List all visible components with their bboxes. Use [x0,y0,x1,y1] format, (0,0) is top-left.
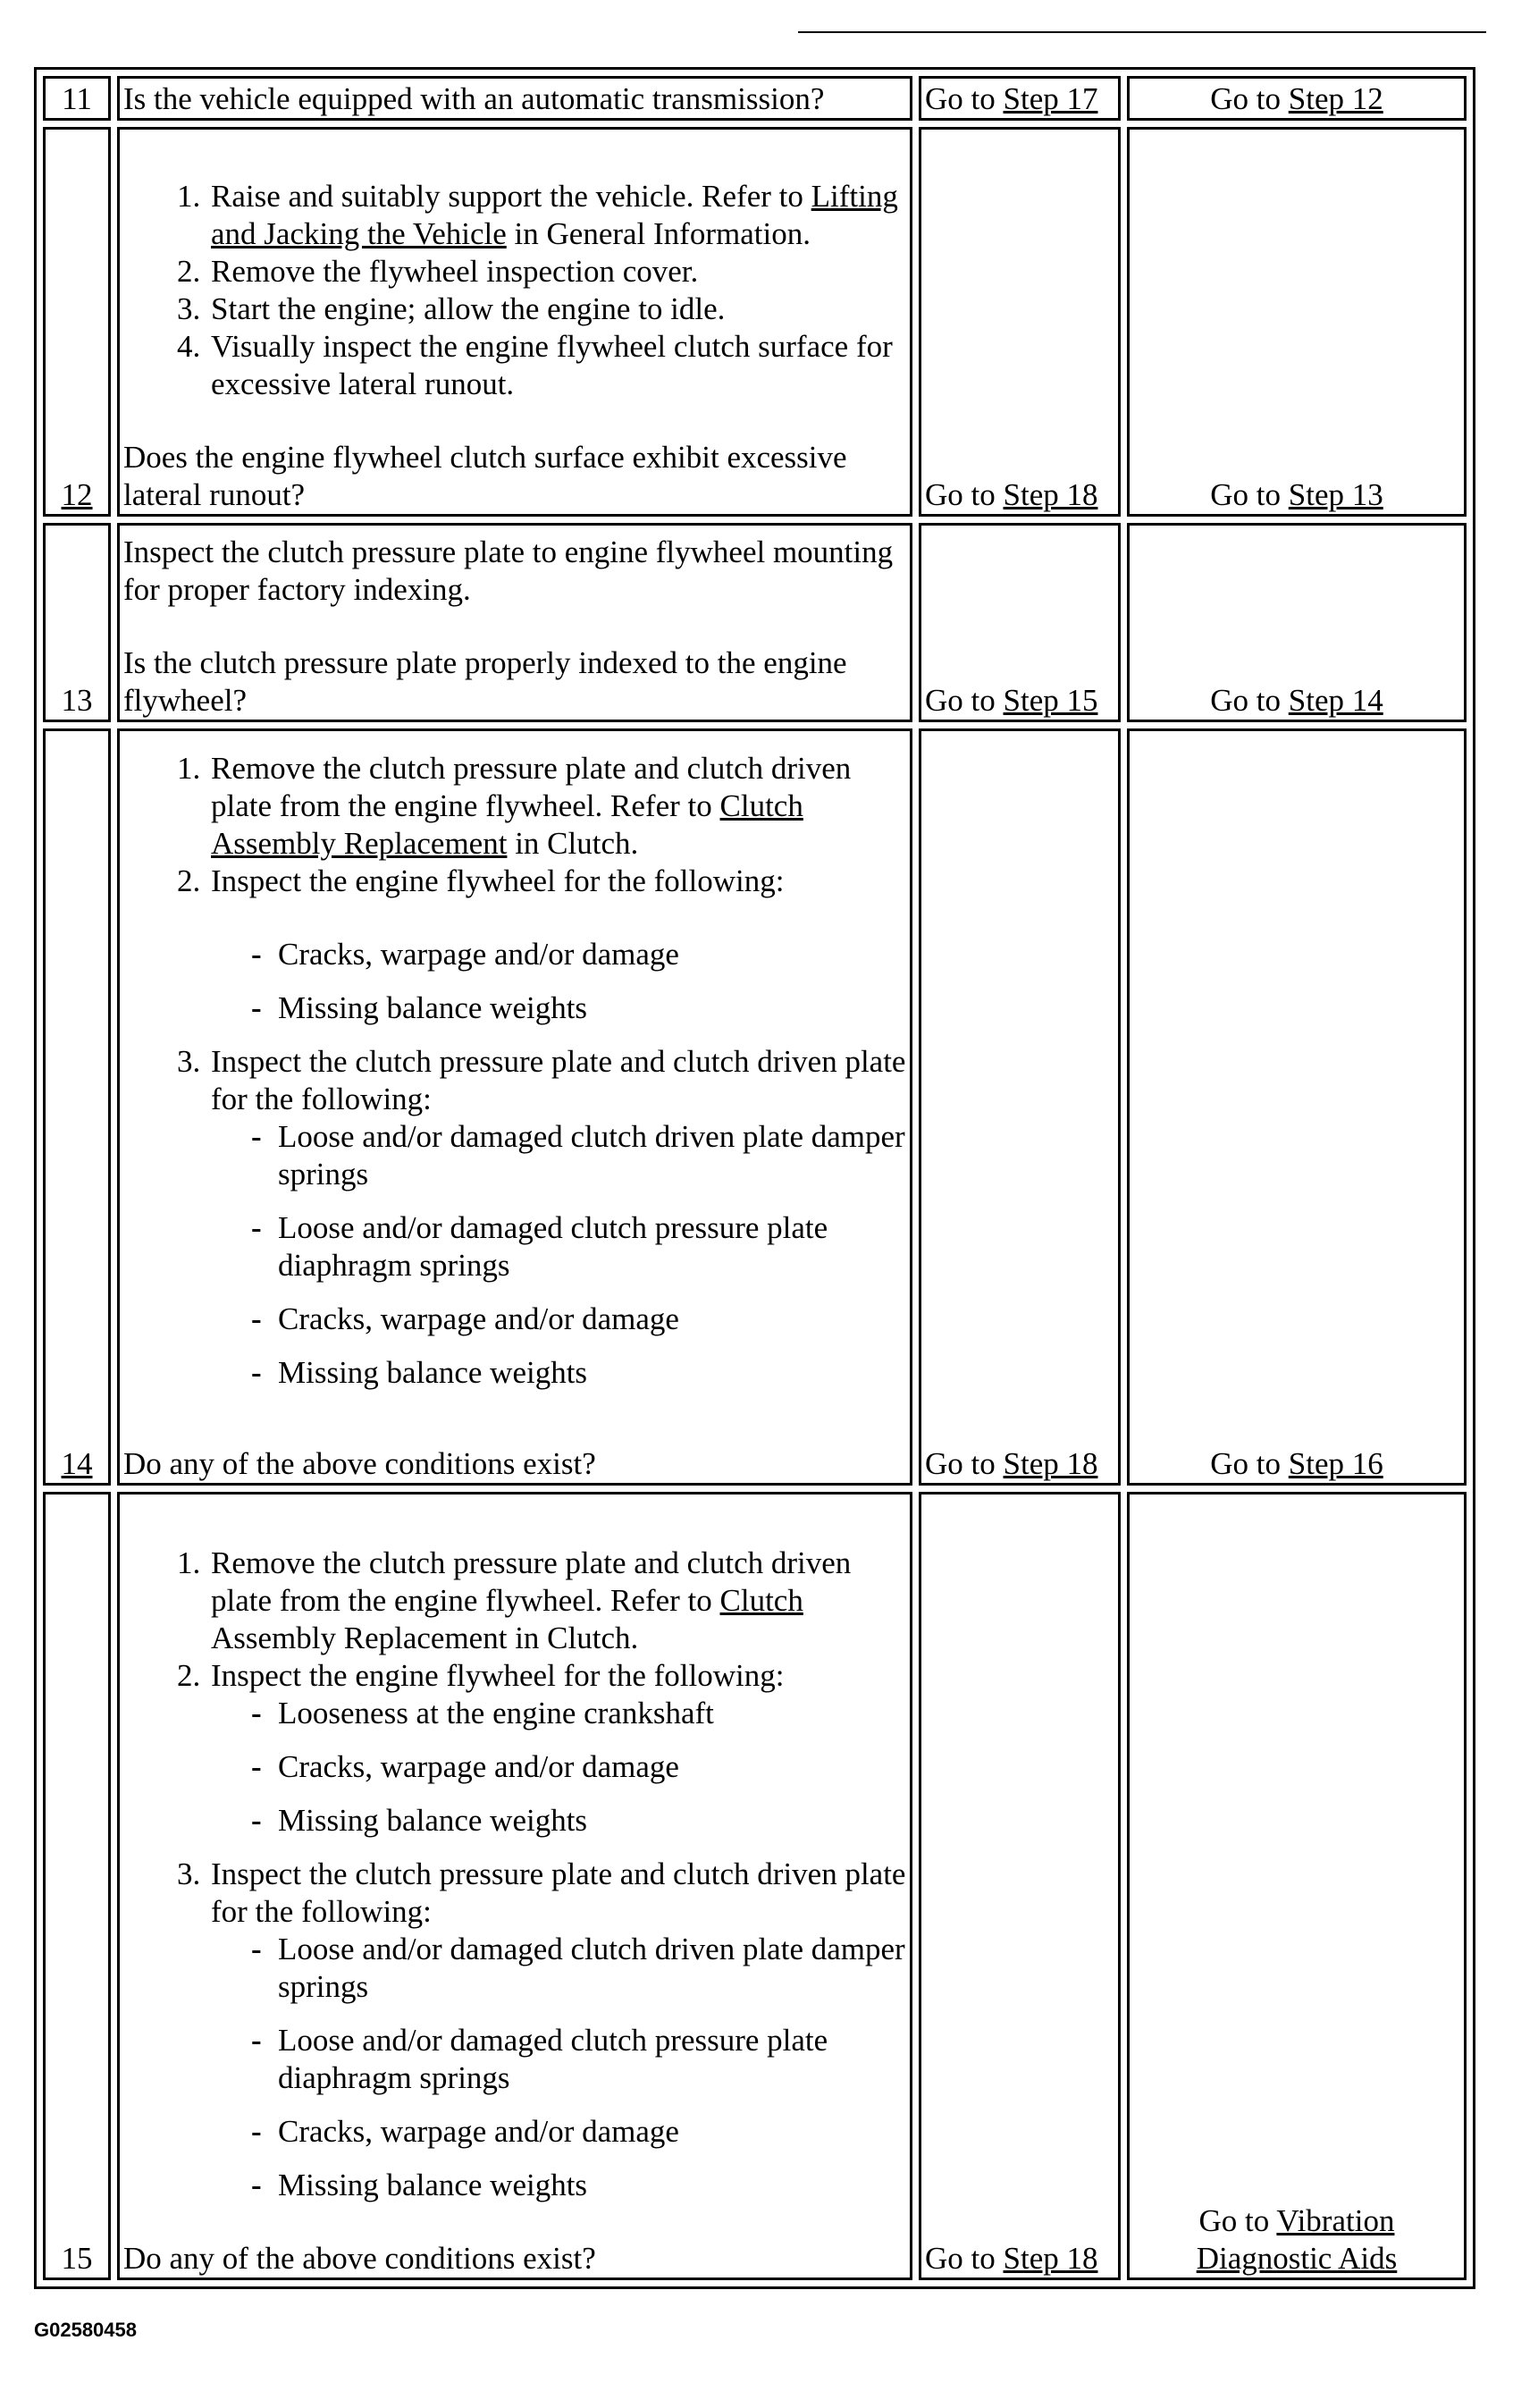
sub-item: - Loose and/or damaged clutch driven plate damper springs [278,1118,906,1193]
no-prefix: Go to [1210,81,1289,116]
no-cell [1127,76,1467,121]
question-text: Does the engine flywheel clutch surface exhibit excessive lateral runout? [123,440,847,512]
sub-list [211,1931,906,2204]
step-number-cell [43,728,111,1486]
step-link[interactable]: Step 16 [1288,1446,1383,1481]
yes-cell [919,523,1121,722]
item-text: Raise and suitably support the vehicle. Refer to [211,179,811,214]
question-text: Do any of the above conditions exist? [123,2241,596,2276]
procedure-list [123,1545,906,2204]
step-number-link[interactable]: 12 [61,477,93,512]
no-cell [1127,1492,1467,2280]
diagnostic-aids-link[interactable]: Vibration Diagnostic Aids [1196,2203,1398,2276]
step-link[interactable]: Step 18 [1003,2241,1098,2276]
sub-item: - Missing balance weights [278,1802,906,1840]
item-text: Assembly Replacement in Clutch. [211,1621,639,1655]
item-text: Inspect the clutch pressure plate and clutch driven plate for the following: [211,1044,906,1116]
list-item: 2. Remove the flywheel inspection cover. [208,253,906,290]
step-link[interactable]: Step 14 [1288,683,1383,718]
diagnostic-table [34,67,1475,2289]
no-prefix: Go to [1198,2203,1277,2238]
step-link[interactable]: Step 18 [1003,477,1098,512]
list-item [208,1657,906,1856]
sub-list [211,1695,906,1840]
yes-cell [919,728,1121,1486]
step-link[interactable]: Step 13 [1288,477,1383,512]
action-cell [117,76,912,121]
table-row-step-15 [43,1492,1467,2280]
yes-cell [919,127,1121,517]
item-text: Remove the clutch pressure plate and clutch driven plate from the engine flywheel. Refer to [211,1545,852,1618]
step-number: 13 [43,523,111,722]
sub-item: - Cracks, warpage and/or damage [278,936,906,973]
list-item [208,1856,906,2204]
sub-item: - Looseness at the engine crankshaft [278,1695,906,1732]
item-text: Inspect the engine flywheel for the following: [211,863,785,898]
step-link[interactable]: Step 12 [1288,81,1383,116]
list-item [208,1043,906,1392]
top-rule [798,31,1486,33]
yes-prefix: Go to [925,477,1004,512]
step-link[interactable]: Step 18 [1003,1446,1098,1481]
procedure-link[interactable]: Clutch Assembly Replacement [211,788,803,861]
instruction-text: Inspect the clutch pressure plate to engine flywheel mounting for proper factory indexing. [123,535,894,607]
procedure-list [123,178,906,403]
question-text: Is the vehicle equipped with an automatic transmission? [123,81,825,116]
step-link[interactable]: Step 15 [1003,683,1098,718]
sub-item: - Missing balance weights [278,1354,906,1392]
no-prefix: Go to [1210,1446,1289,1481]
procedure-list [123,750,906,1392]
sub-item: - Loose and/or damaged clutch pressure plate diaphragm springs [278,1209,906,1284]
list-item [208,750,906,863]
sub-item: - Cracks, warpage and/or damage [278,1748,906,1786]
item-text: Remove the clutch pressure plate and clutch driven plate from the engine flywheel. Refer to [211,751,852,823]
step-number: 15 [43,1492,111,2280]
action-cell [117,127,912,517]
no-cell [1127,523,1467,722]
no-cell [1127,728,1467,1486]
procedure-link[interactable]: Lifting and Jacking the Vehicle [211,179,898,251]
sub-list [211,1118,906,1392]
list-item: 3. Start the engine; allow the engine to idle. [208,290,906,328]
step-link[interactable]: Step 17 [1003,81,1098,116]
list-item: 4. Visually inspect the engine flywheel clutch surface for excessive lateral runout. [208,328,906,403]
yes-prefix: Go to [925,2241,1004,2276]
sub-item: - Cracks, warpage and/or damage [278,1301,906,1338]
table-row-step-11 [43,76,1467,121]
step-number-link[interactable]: 14 [61,1446,93,1481]
no-prefix: Go to [1210,683,1289,718]
yes-cell [919,76,1121,121]
list-item [208,1545,906,1657]
sub-item: - Missing balance weights [278,2167,906,2204]
yes-prefix: Go to [925,1446,1004,1481]
yes-cell [919,1492,1121,2280]
question-text: Is the clutch pressure plate properly indexed to the engine flywheel? [123,645,847,718]
sub-item: - Cracks, warpage and/or damage [278,2113,906,2151]
step-number-cell [43,127,111,517]
yes-prefix: Go to [925,683,1004,718]
procedure-link[interactable]: Clutch [719,1583,803,1618]
sub-item: - Loose and/or damaged clutch pressure plate diaphragm springs [278,2022,906,2097]
figure-id: G02580458 [34,2319,137,2341]
sub-item: - Missing balance weights [278,989,906,1027]
table-row-step-13 [43,523,1467,722]
table-row-step-14 [43,728,1467,1486]
step-number: 11 [43,76,111,121]
action-cell [117,1492,912,2280]
sub-item: - Loose and/or damaged clutch driven plate damper springs [278,1931,906,2006]
yes-prefix: Go to [925,81,1004,116]
action-cell [117,523,912,722]
no-cell [1127,127,1467,517]
table-row-step-12 [43,127,1467,517]
question-text: Do any of the above conditions exist? [123,1446,596,1481]
item-text: Inspect the engine flywheel for the following: [211,1658,785,1693]
no-prefix: Go to [1210,477,1289,512]
item-text: Inspect the clutch pressure plate and clutch driven plate for the following: [211,1857,906,1929]
sub-list [211,936,906,1027]
list-item [208,178,906,253]
action-cell [117,728,912,1486]
list-item [208,863,906,1043]
item-text: in Clutch. [507,826,639,861]
item-text: in General Information. [506,216,811,251]
